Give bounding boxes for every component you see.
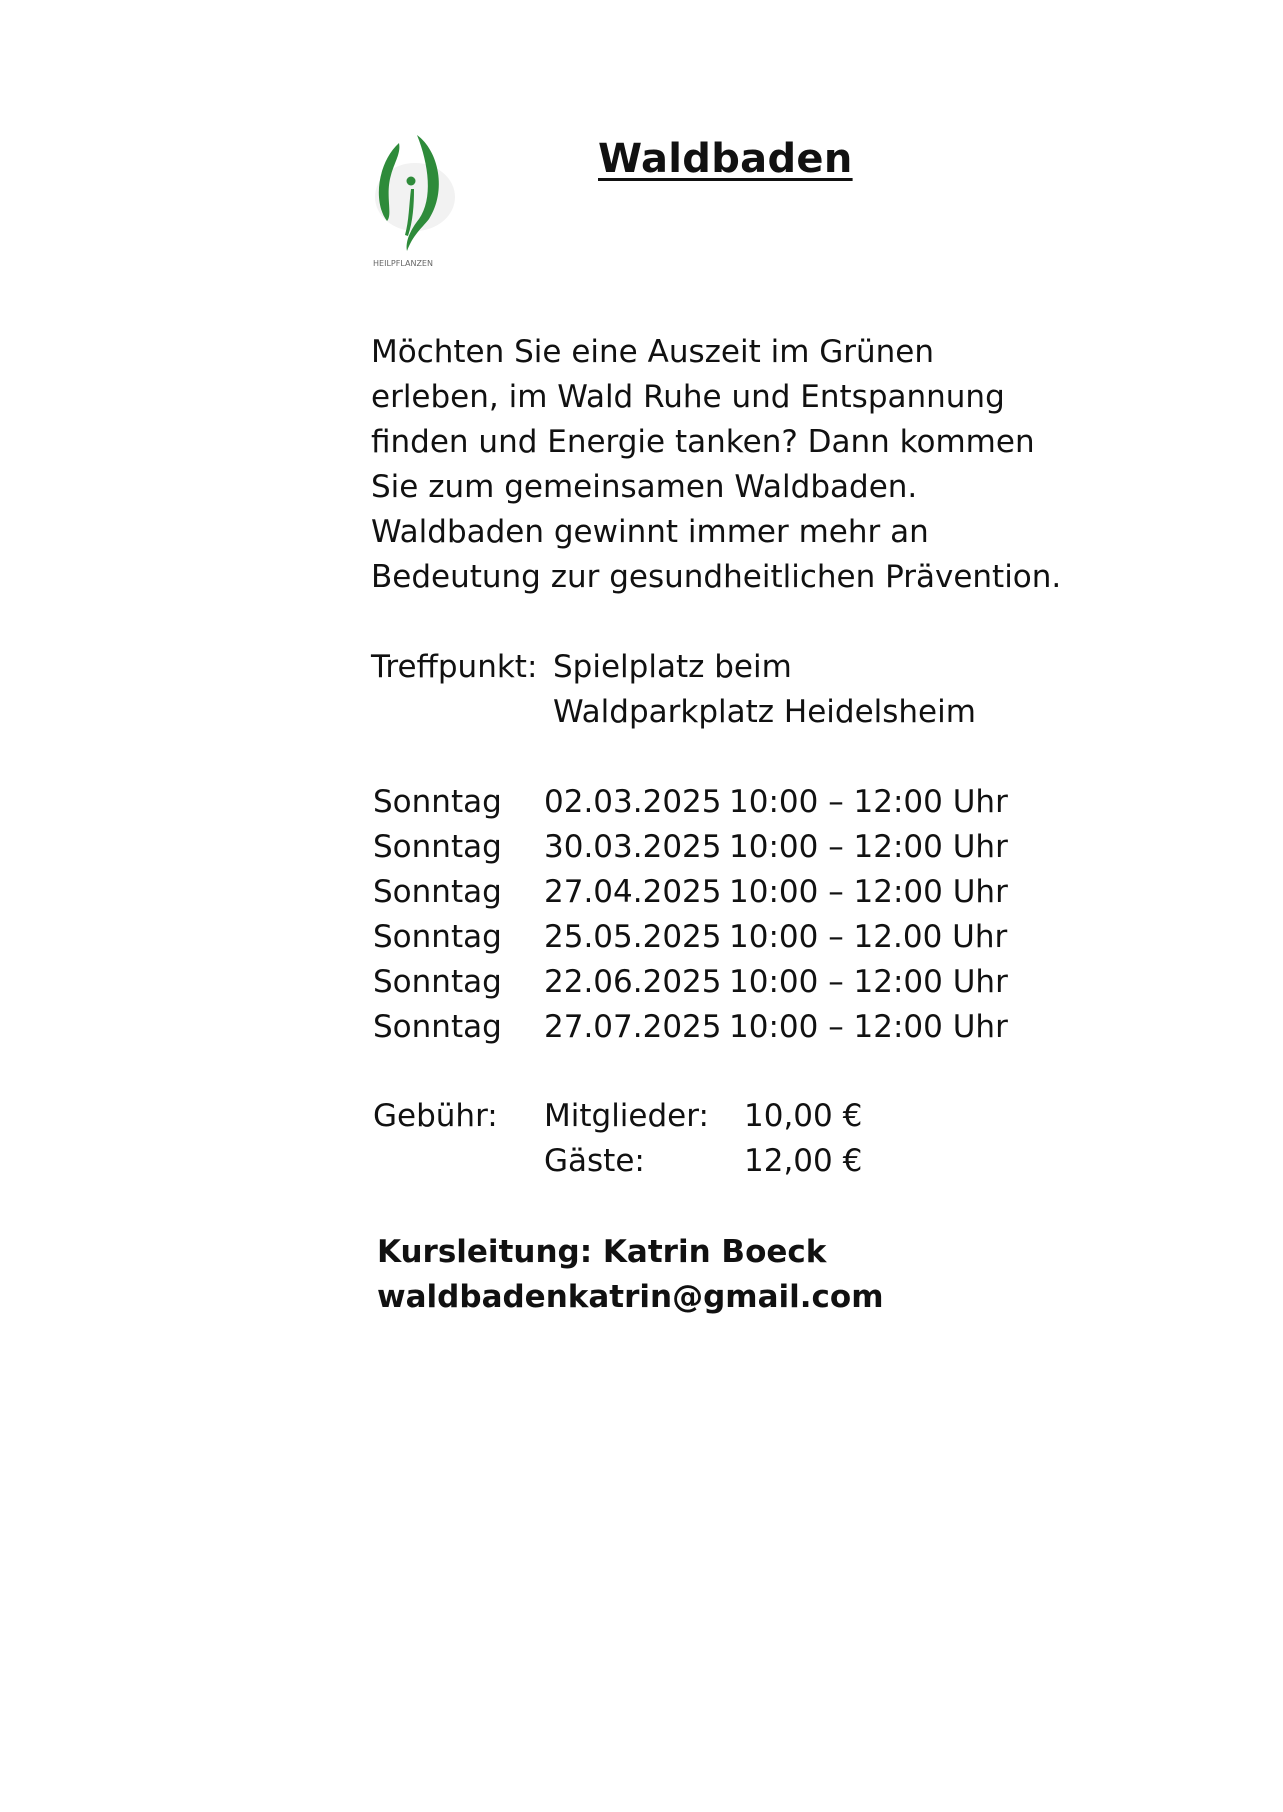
meeting-point-label: Treffpunkt: [371, 649, 538, 685]
logo [355, 125, 465, 273]
schedule-date: 27.04.2025 [544, 874, 722, 910]
fee-amount: 10,00 € [744, 1098, 863, 1134]
fee-category: Gäste: [544, 1143, 645, 1179]
intro-line: Möchten Sie eine Auszeit im Grünen [371, 334, 935, 370]
schedule-day: Sonntag [373, 1009, 502, 1045]
schedule-date: 22.06.2025 [544, 964, 722, 1000]
schedule-date: 25.05.2025 [544, 919, 722, 955]
intro-line: erleben, im Wald Ruhe und Entspannung [371, 379, 1005, 415]
schedule-time: 10:00 – 12:00 Uhr [729, 784, 1008, 820]
fee-row [544, 1094, 944, 1139]
schedule-day: Sonntag [373, 784, 502, 820]
intro-line: finden und Energie tanken? Dann kommen [371, 424, 1035, 460]
schedule-time: 10:00 – 12:00 Uhr [729, 964, 1008, 1000]
schedule-time: 10:00 – 12:00 Uhr [729, 874, 1008, 910]
fee-rows [544, 1094, 944, 1184]
heilpflanzen-logo-icon [355, 125, 465, 273]
intro-line: Sie zum gemeinsamen Waldbaden. [371, 469, 918, 505]
schedule-time: 10:00 – 12.00 Uhr [729, 919, 1008, 955]
intro-paragraph [371, 330, 1091, 600]
meeting-point-line: Spielplatz beim [553, 649, 792, 685]
schedule-day: Sonntag [373, 919, 502, 955]
schedule-day: Sonntag [373, 874, 502, 910]
page-title: Waldbaden [598, 136, 853, 182]
fee-row [544, 1139, 944, 1184]
meeting-point-place [553, 645, 976, 735]
intro-line: Bedeutung zur gesundheitlichen Prävention. [371, 559, 1062, 595]
contact-email[interactable]: waldbadenkatrin@gmail.com [377, 1279, 884, 1315]
schedule-day: Sonntag [373, 964, 502, 1000]
schedule-time: 10:00 – 12:00 Uhr [729, 1009, 1008, 1045]
schedule-day: Sonntag [373, 829, 502, 865]
fee-category: Mitglieder: [544, 1098, 709, 1134]
intro-line: Waldbaden gewinnt immer mehr an [371, 514, 929, 550]
meeting-point-line: Waldparkplatz Heidelsheim [553, 694, 976, 730]
schedule-date: 27.07.2025 [544, 1009, 722, 1045]
course-leader: Kursleitung: Katrin Boeck [377, 1234, 827, 1270]
schedule-date: 02.03.2025 [544, 784, 722, 820]
logo-text: HEILPFLANZEN [373, 259, 433, 268]
schedule-time: 10:00 – 12:00 Uhr [729, 829, 1008, 865]
fee-label: Gebühr: [373, 1098, 498, 1134]
contact [377, 1230, 884, 1320]
fee-amount: 12,00 € [744, 1143, 863, 1179]
schedule-date: 30.03.2025 [544, 829, 722, 865]
